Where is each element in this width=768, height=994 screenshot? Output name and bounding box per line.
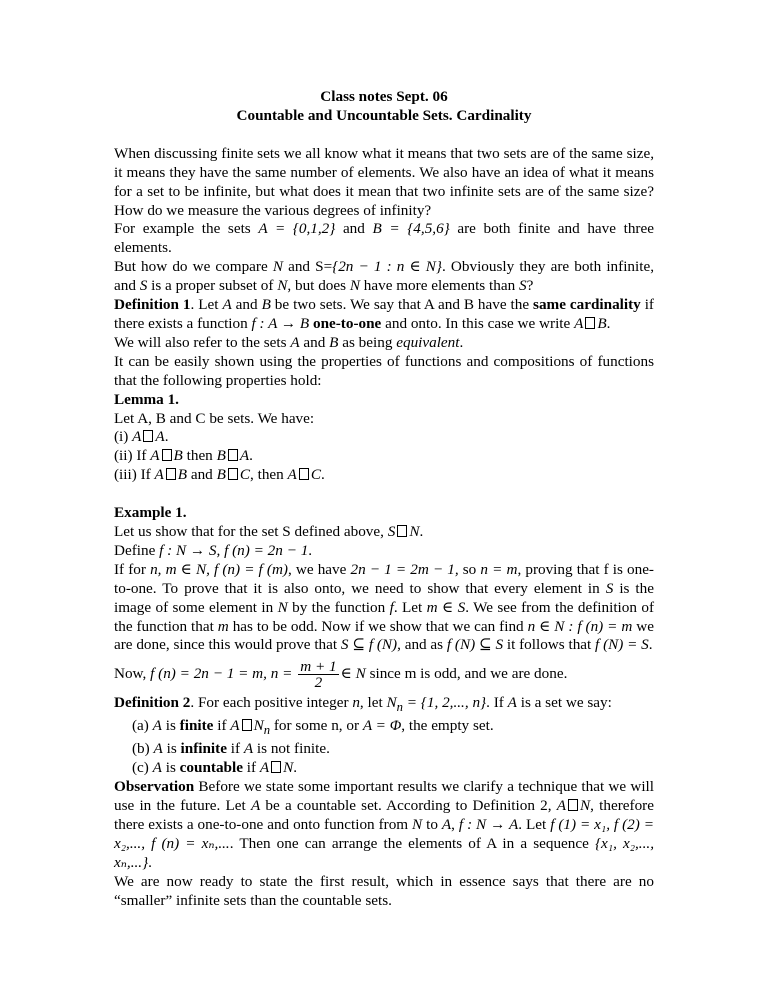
example-1-heading: Example 1. — [114, 504, 187, 522]
closing-paragraph: We are now ready to state the first result, which in essence says that there are no “smaller” infinite sets than the countable sets. — [114, 872, 654, 909]
lemma-1-item-iii: (iii) If A B and B C, then A C. — [114, 466, 325, 484]
example-1-conclusion: Now, f (n) = 2n − 1 = m, n = $\frac{m + 1}{2}$ ∈ N since m is odd, and we are done. — [114, 658, 568, 692]
equivalence-symbol-icon — [162, 449, 172, 461]
equivalence-symbol-icon — [228, 468, 238, 480]
equivalence-symbol-icon — [299, 468, 309, 480]
equivalence-symbol-icon — [228, 449, 238, 461]
equivalence-symbol-icon — [568, 799, 578, 811]
lemma-1-item-i: (i) A A. — [114, 428, 169, 446]
document-page — [114, 88, 654, 910]
observation: Observation Before we state some important results we clarify a technique that we will use in the future. Let A be a countable set. According to Definition 2, A N, therefore there exists a one-to-one and onto function from N to A, f : N → A. Let f (1) = x₁, f (2) = x₂,..., f (n) = xₙ,.... Then one can arrange the elements of A in a sequence {x₁, x₂,..., xₙ,...}. — [114, 778, 654, 871]
equivalence-symbol-icon — [397, 525, 407, 537]
definition-2-list — [132, 717, 654, 778]
lemma-1-item-ii: (ii) If A B then B A. — [114, 447, 253, 465]
header-title: Countable and Uncountable Sets. Cardinality — [236, 106, 532, 124]
definition-2-item-c: (c) A is countable if A N. — [132, 759, 298, 777]
lemma-1-sets: Let A, B and C be sets. We have: — [114, 409, 315, 427]
equivalence-symbol-icon — [271, 761, 281, 773]
definition-2: Definition 2. For each positive integer n, let $N_n = \{1$, 2,..., n}. If A is a set we say: — [114, 694, 612, 715]
definition-2-item-b: (b) A is infinite if A is not finite. — [132, 740, 330, 758]
intro-question: But how do we compare N and S={2n − 1 : n ∈ N}. Obviously they are both infinite, and S is a proper subset of N, but does N have more elements than S? — [114, 258, 654, 295]
lemma-1-heading: Lemma 1. — [114, 390, 179, 408]
fraction: $\frac{m + 1}{2}$ — [300, 658, 337, 692]
equivalence-symbol-icon — [143, 430, 153, 442]
definition-2-item-a: (a) A is finite if A $N_n$ for some n, or A = Φ, the empty set. — [132, 717, 494, 738]
equivalent-line: We will also refer to the sets A and B as being equivalent. — [114, 333, 464, 351]
intro-example-line: For example the sets A = {0,1,2} and B = {4,5,6} are both finite and have three elements. — [114, 220, 654, 257]
example-1-proof: If for n, m ∈ N, f (n) = f (m), we have 2n − 1 = 2m − 1, so n = m, proving that f is one-to-one. To prove that it is also onto, we need to show that every element in S is the image of some element in N by the function f. Let m ∈ S. We see from the definition of the function that m has to be odd. Now if we show that we can find n ∈ N : f (n) = m we are done, since this would prove that S ⊆ f (N), and as f (N) ⊆ S it follows that f (N) = S. — [114, 560, 654, 654]
example-1-claim: Let us show that for the set S defined above, S N. — [114, 523, 424, 541]
equivalence-symbol-icon — [166, 468, 176, 480]
equivalence-symbol-icon — [585, 317, 595, 329]
header-date: Class notes Sept. 06 — [320, 88, 448, 105]
lemma-intro: It can be easily shown using the properties of functions and compositions of functions that the following properties hold: — [114, 352, 654, 389]
intro-paragraph: When discussing finite sets we all know what it means that two sets are of the same size, it means they have the same number of elements. We also have an idea of what it means for a set to be infinite, but what does it mean that two infinite sets are of the same size? How do we measure the various degrees of infinity? — [114, 144, 654, 219]
definition-1: Definition 1. Let A and B be two sets. We say that A and B have the same cardinality if there exists a function f : A → B one-to-one and onto. In this case we write A B. — [114, 296, 654, 332]
equivalence-symbol-icon — [242, 719, 252, 731]
example-1-define: Define f : N → S, f (n) = 2n − 1. — [114, 541, 313, 559]
